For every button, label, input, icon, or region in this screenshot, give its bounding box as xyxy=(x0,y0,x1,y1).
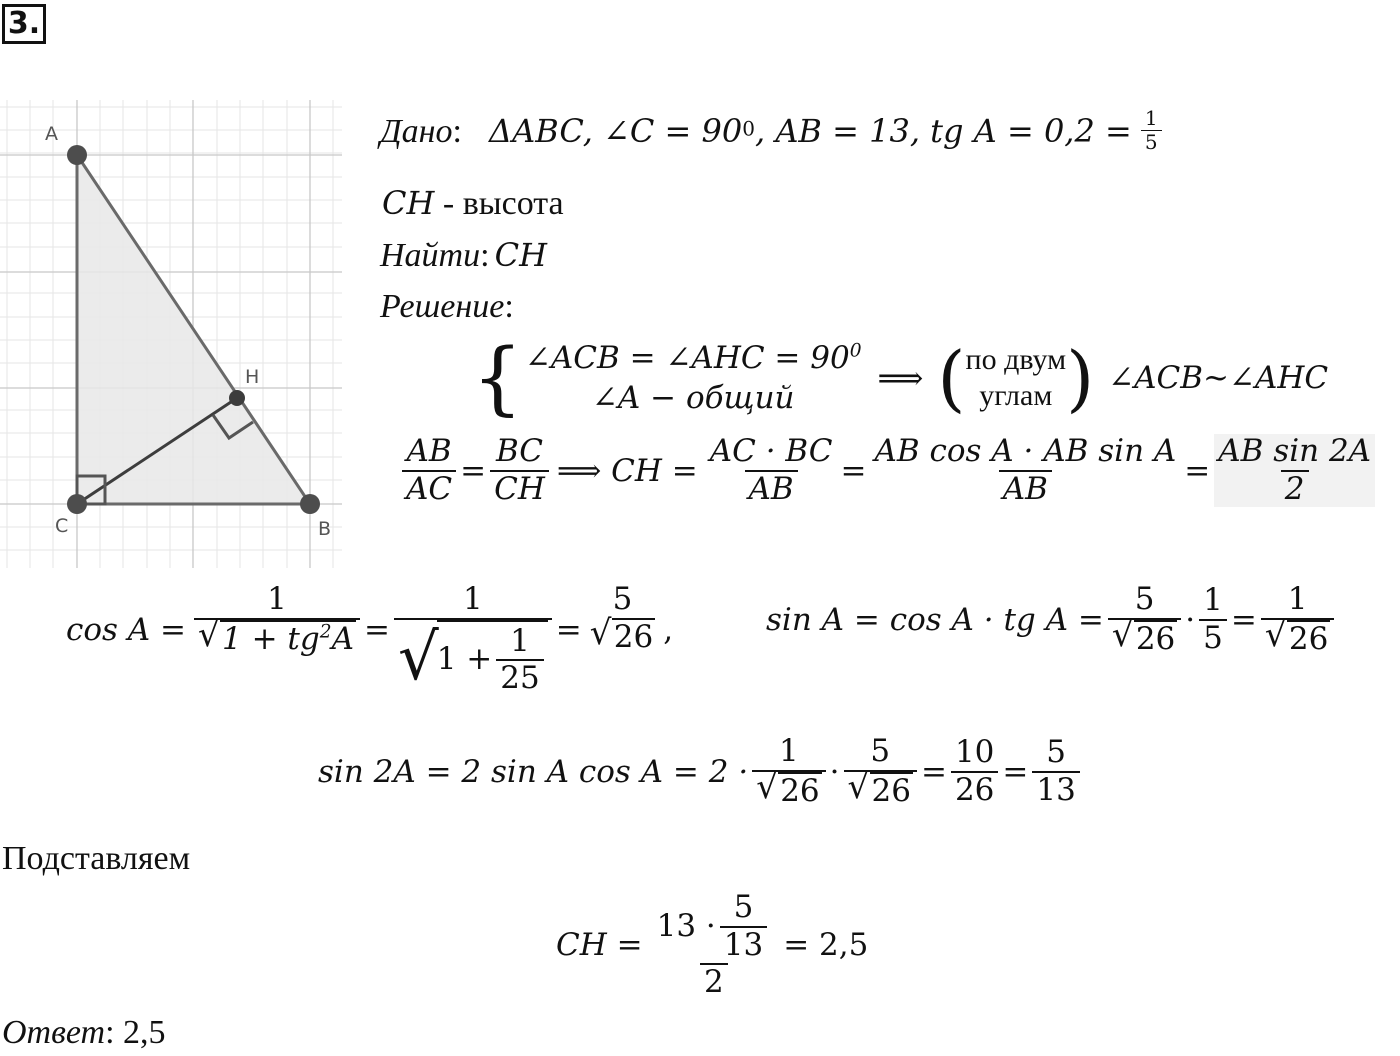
sin-line: sin A = cos A · tg A = 5 √ 26 · $\frac{1}{5}$ = 1 √ 26 xyxy=(766,582,1338,657)
problem-number: 3. xyxy=(2,4,46,44)
ratio-line: $\frac{AB}{AC}$ = $\frac{BC}{CH}$ ⟹ CH = $\frac{AC \cdot BC}{AB}$ = $\frac{\text{AB cos A · AB sin A}}{AB}$ = $\frac{\text{AB sin 2A}}{2}$ xyxy=(398,434,1379,507)
point-b xyxy=(300,494,320,514)
final-line: CH = 13 · $\frac{5}{13}$ 2 = 2,5 xyxy=(556,889,869,1001)
label-a: A xyxy=(45,123,58,145)
triangle-figure xyxy=(0,100,345,570)
find-line: Найти: CH xyxy=(380,236,548,274)
similarity-system: { ∠ACB = ∠AHC = $90^0$ ∠A − общий ⟹ ( по двум углам ) ∠ACB~∠AHC xyxy=(472,331,1329,425)
cos-line: cos A = 1 √ $1 + tg^2A$ = 1 √ 1 + $\frac{1}{25}$ = 5 √ 26 , xyxy=(66,582,673,697)
solution-label: Решение: xyxy=(380,288,514,325)
sin2-line: sin 2A = 2 sin A cos A = 2 · 1 √ 26 · 5 √ 26 = $\frac{10}{26}$ = $\frac{5}{13}$ xyxy=(318,734,1084,809)
altitude-line: CH - высота xyxy=(382,184,564,222)
substitute-text: Подставляем xyxy=(2,840,191,877)
point-a xyxy=(67,145,87,165)
given-line: Дано: ΔABC, ∠C = $90^0$, AB = 13, tg A = 0,2 = $\frac{1}{5}$ xyxy=(380,112,1166,154)
label-h: H xyxy=(245,366,260,388)
point-h xyxy=(229,390,245,406)
label-c: C xyxy=(55,515,69,537)
answer-line: Ответ: 2,5 xyxy=(2,1014,166,1051)
label-b: B xyxy=(318,518,332,540)
point-c xyxy=(67,494,87,514)
